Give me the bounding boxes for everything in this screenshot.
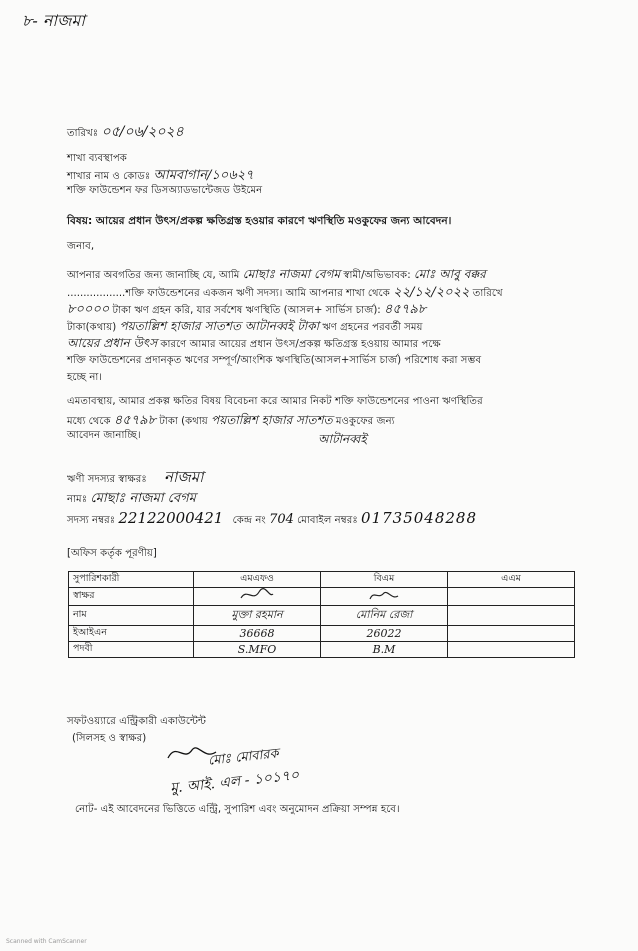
member-number-row: [67, 509, 477, 530]
accountant-subtitle: (সিলসহ ও স্বাক্ষর): [72, 733, 147, 744]
top-handwritten-note: ৮- নাজমা: [22, 11, 85, 30]
para1-text: কারণে আমার আয়ের প্রধান উৎস/প্রকল্প ক্ষতিগ্রস্ত হওয়ায় আমার পক্ষে: [160, 339, 441, 350]
office-use-label: [অফিস কর্তৃক পূরণীয়]: [67, 548, 157, 559]
mobile-label: মোবাইল নম্বরঃ: [297, 515, 358, 526]
mobile-value: 01735048288: [361, 509, 478, 527]
para1-line6: শক্তি ফাউন্ডেশনের প্রদানকৃত ঋণের সম্পূর্ণ/আংশিক ঋণস্থিতি(আসল+সার্ভিস চার্জ) পরিশোধ করা সম্ভব: [67, 355, 482, 366]
date-row: [67, 120, 184, 144]
center-label: কেন্দ্র নং: [232, 515, 266, 526]
mfo-signature-cell: [194, 588, 321, 606]
cause-hand: আয়ের প্রধান উৎস: [67, 336, 158, 350]
am-signature-cell: [448, 588, 575, 606]
addressee-line-3: শক্তি ফাউন্ডেশন ফর ডিসঅ্যাডভান্টেজড উইমেন: [67, 185, 263, 196]
member-number-label: সদস্য নম্বরঃ: [67, 515, 116, 526]
salutation: জনাব,: [67, 241, 95, 252]
para1-text: শক্তি ফাউন্ডেশনের একজন ঋণী সদস্য। আমি আপনার শাখা থেকে: [125, 288, 390, 299]
para1-line2: ..................শক্তি ফাউন্ডেশনের একজন ঋণী সদস্য। আমি আপনার শাখা থেকে ২২/১২/২০২২ তারিখে: [67, 285, 503, 300]
recommendation-table: [68, 571, 575, 658]
table-cell: [448, 642, 575, 658]
row-label: নাম: [69, 606, 194, 626]
para1-text: তারিখে: [472, 288, 503, 299]
footer-note: নোট- এই আবেদনের ভিত্তিতে এন্ট্রি, সুপারিশ এবং অনুমোদন প্রক্রিয়া সম্পন্ন হবে।: [75, 804, 400, 815]
branch-label: শাখার নাম ও কোডঃ: [67, 171, 151, 182]
row-label: ইআইএন: [69, 626, 194, 642]
loan-amount-hand: ৮০০০০: [67, 302, 110, 317]
table-header-cell: সুপারিশকারী: [69, 572, 194, 588]
member-signature: নাজমা: [164, 468, 204, 486]
center-value: 704: [269, 512, 294, 527]
accountant-hand-line-2: মু. আই. এল - ১০১৭০: [169, 767, 300, 797]
table-cell: [448, 606, 575, 626]
balance-hand: ৪৫৭৯৮: [384, 302, 427, 317]
member-name-value: মোছাঃ নাজমা বেগম: [90, 491, 196, 506]
para1-line5: [67, 335, 441, 355]
table-cell: S.MFO: [194, 642, 321, 658]
member-name-hand: মোছাঃ নাজমা বেগম: [242, 267, 341, 281]
para1-text: আপনার অবগতির জন্য জানাচ্ছি যে, আমি: [67, 270, 240, 281]
bm-signature-cell: [321, 588, 448, 606]
para1-line7: হচ্ছে না।: [67, 372, 103, 383]
para2-line1: এমতাবস্থায়, আমার প্রকল্প ক্ষতির বিষয় বিবেচনা করে আমার নিকট শক্তি ফাউন্ডেশনের পাওনা ঋণস্থিতির: [67, 396, 483, 407]
waiver-words-hand-2: আটানব্বই: [318, 432, 367, 446]
date-label: তারিখঃ: [67, 128, 99, 139]
bm-signature: [364, 588, 404, 602]
table-header-row: [69, 572, 575, 588]
branch-value: আমবাগান/১০৬২৭: [153, 168, 254, 183]
table-header-cell: এএম: [448, 572, 575, 588]
addressee-line-1: শাখা ব্যবস্থাপক: [67, 153, 127, 164]
member-signature-row: [67, 466, 203, 491]
table-row: [69, 626, 575, 642]
accountant-title: সফটওয়্যারে এন্ট্রিকারী একাউন্টেন্ট: [67, 716, 207, 727]
para2-line3: আবেদন জানাচ্ছি।: [67, 430, 141, 441]
member-name-row: [67, 489, 196, 510]
row-label: স্বাক্ষর: [69, 588, 194, 606]
table-cell: B.M: [321, 642, 448, 658]
balance-words-hand: পয়তাল্লিশ হাজার সাতশত আটানব্বই টাকা: [119, 319, 320, 333]
mfo-signature: [237, 588, 277, 602]
loan-date-hand: ২২/১২/২০২২: [393, 285, 470, 300]
para1-text: টাকা(কথায়): [67, 322, 117, 333]
table-cell: 36668: [194, 626, 321, 642]
para1-text: স্বামী/অভিভাবক:: [343, 270, 411, 281]
table-row: [69, 588, 575, 606]
para1-text: ঋণ গ্রহনের পরবর্তী সময়: [322, 322, 423, 333]
member-signature-label: ঋণী সদস্যর স্বাক্ষরঃ: [67, 474, 147, 485]
accountant-hand-line-1: মোঃ মোবারক: [207, 746, 280, 769]
table-header-cell: এমএফও: [194, 572, 321, 588]
table-cell: 26022: [321, 626, 448, 642]
table-header-cell: বিএম: [321, 572, 448, 588]
waiver-amount-hand: ৪৫৭৯৮: [113, 413, 157, 428]
para1-text: টাকা ঋণ গ্রহন করি, যার সর্বশেষ ঋণস্থিতি (আসল+ সার্ভিস চার্জ):: [112, 305, 381, 316]
row-label: পদবী: [69, 642, 194, 658]
waiver-words-hand: পয়তাল্লিশ হাজার সাতশত: [211, 413, 333, 427]
table-row: [69, 642, 575, 658]
date-value: ০৫/০৬/২০২৪: [101, 124, 184, 140]
table-cell: মুক্তা রহমান: [194, 606, 321, 626]
table-row: [69, 606, 575, 626]
table-cell: মোনিম রেজা: [321, 606, 448, 626]
para2-text: মওকুফের জন্য: [335, 416, 395, 427]
table-cell: [448, 626, 575, 642]
scanner-tag: Scanned with CamScanner: [6, 938, 87, 945]
member-name-label: নামঃ: [67, 494, 88, 505]
para2-text: টাকা (কথায়: [159, 416, 208, 427]
subject: বিষয়: আয়ের প্রধান উৎস/প্রকল্প ক্ষতিগ্রস্ত হওয়ার কারণে ঋণস্থিতি মওকুফের জন্য আবেদন।: [67, 215, 452, 227]
guardian-name-hand: মোঃ আবু বক্কর: [413, 267, 486, 281]
para2-text: মধ্যে থেকে: [67, 416, 111, 427]
member-number-value: 22122000421: [118, 509, 224, 527]
